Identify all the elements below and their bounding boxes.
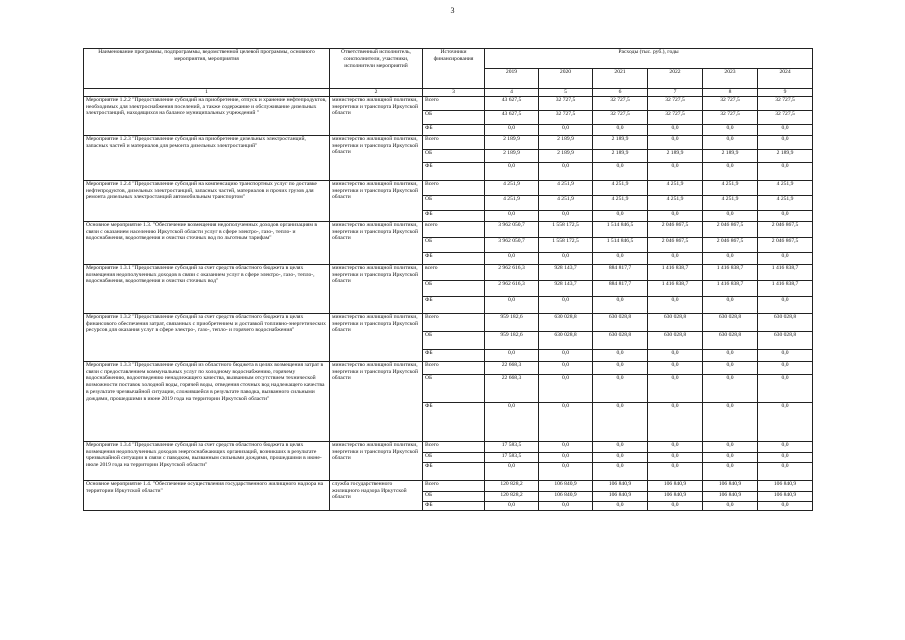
expense-value: 630 028,8 — [648, 313, 703, 331]
expense-value: 0,0 — [593, 462, 648, 480]
funding-source: ФБ — [423, 501, 485, 510]
expense-value: 630 028,8 — [539, 313, 593, 331]
column-number: 1 — [84, 89, 330, 97]
expense-value: 0,0 — [485, 252, 539, 264]
table-row — [84, 264, 813, 280]
activity-name: Мероприятие 1.2.2 "Предоставление субсидий на приобретение, отпуск и хранение нефтепродуктов, необходимых для электроснабжения поселений, а также содержание и обслуживание дизельных электростанций, находящихся на балансе муниципальных учреждений " — [84, 96, 330, 135]
table-row — [84, 480, 813, 491]
expense-value: 0,0 — [758, 441, 813, 452]
funding-source: ОБ — [423, 331, 485, 349]
expense-value: 0,0 — [485, 349, 539, 361]
expense-value: 4 251,9 — [648, 180, 703, 195]
expense-value: 3 962 050,7 — [485, 237, 539, 252]
expense-value: 4 251,9 — [758, 195, 813, 210]
funding-source: ФБ — [423, 402, 485, 441]
expense-value: 630 028,8 — [593, 313, 648, 331]
funding-source: ОБ — [423, 195, 485, 210]
expense-value: 0,0 — [539, 210, 593, 221]
expense-value: 4 251,9 — [593, 180, 648, 195]
expense-value: 0,0 — [593, 441, 648, 452]
funding-source: ФБ — [423, 252, 485, 264]
expense-value: 106 840,9 — [703, 480, 758, 491]
expense-value: 0,0 — [485, 162, 539, 180]
expense-value: 0,0 — [758, 349, 813, 361]
activity-name: Мероприятие 1.3.2 "Предоставление субсидий за счет средств областного бюджета в целях финансового обеспечения затрат, связанных с приобретением и доставкой топливно-энергетических ресурсов для оказания услуг в сфере электро-, газо-, тепло- и горячего водоснабжения" — [84, 313, 330, 361]
expense-value: 0,0 — [539, 374, 593, 402]
expense-value: 106 840,9 — [703, 491, 758, 501]
expense-value: 4 251,9 — [703, 180, 758, 195]
header-year: 2020 — [539, 69, 593, 89]
funding-source: ОБ — [423, 452, 485, 462]
column-number: 4 — [485, 89, 539, 97]
expense-value: 22 668,3 — [485, 374, 539, 402]
funding-source: ОБ — [423, 280, 485, 296]
expense-value: 0,0 — [758, 452, 813, 462]
expense-value: 0,0 — [758, 210, 813, 221]
expense-value: 1 514 846,5 — [593, 221, 648, 237]
expense-value: 0,0 — [703, 452, 758, 462]
responsible-executor: министерство жилищной политики, энергетики и транспорта Иркутской области — [330, 441, 423, 480]
expense-value: 2 189,9 — [648, 149, 703, 162]
activity-name: Основное мероприятие 1.4. "Обеспечение осуществления государственного жилищного надзора на территории Иркутской области" — [84, 480, 330, 510]
expense-value: 32 727,5 — [648, 110, 703, 124]
column-number: 7 — [648, 89, 703, 97]
expense-value: 0,0 — [539, 501, 593, 510]
expense-value: 0,0 — [703, 135, 758, 149]
expense-value: 959 182,6 — [485, 331, 539, 349]
activity-name: Мероприятие 1.3.3 "Предоставление субсидий из областного бюджета в целях возмещения затрат в связи с предоставлением коммунальных услуг по холодному водоснабжению, горячему водоснабжению, водоотведению ненадлежащего качества, вызванным отсутствием технической возможности поставок холодной воды, горячей воды, отведения сточных вод надлежащего качества в результате чрезвычайной ситуации, сложившейся в результате паводка, вызванного сильными дождями, прошедшими в июне 2019 года на территории Иркутской области" — [84, 361, 330, 441]
expense-value: 2 046 867,5 — [758, 237, 813, 252]
activity-name: Мероприятие 1.3.4 "Предоставление субсидий за счет средств областного бюджета в целях возмещения недополученных доходов энергоснабжающих организаций, возникших в результате чрезвычайной ситуации в связи с паводком, вызванным сильными дождями, прошедшими в июне-июле 2019 года на территории Иркутской области" — [84, 441, 330, 480]
expense-value: 32 727,5 — [648, 96, 703, 110]
expense-value: 32 727,5 — [703, 110, 758, 124]
column-number: 8 — [703, 89, 758, 97]
expense-value: 630 028,8 — [703, 331, 758, 349]
funding-source: Всего — [423, 180, 485, 195]
expense-value: 1 416 838,7 — [703, 280, 758, 296]
funding-source: ОБ — [423, 237, 485, 252]
expense-value: 2 189,9 — [593, 135, 648, 149]
expense-value: 928 143,7 — [539, 264, 593, 280]
expense-value: 0,0 — [593, 501, 648, 510]
funding-source: всего — [423, 221, 485, 237]
header-year: 2024 — [758, 69, 813, 89]
expense-value: 959 182,6 — [485, 313, 539, 331]
table-row — [84, 441, 813, 452]
responsible-executor: министерство жилищной политики, энергетики и транспорта Иркутской области — [330, 313, 423, 361]
funding-source: Всего — [423, 361, 485, 374]
expense-value: 0,0 — [703, 349, 758, 361]
expense-value: 2 189,9 — [593, 149, 648, 162]
funding-source: ФБ — [423, 296, 485, 313]
expense-value: 0,0 — [539, 124, 593, 135]
header-executor: Ответственный исполнитель, соисполнители, участники, исполнители мероприятий — [330, 49, 423, 89]
expense-value: 0,0 — [485, 210, 539, 221]
expense-value: 0,0 — [648, 135, 703, 149]
expense-value: 4 251,9 — [539, 180, 593, 195]
header-year: 2023 — [703, 69, 758, 89]
column-number: 3 — [423, 89, 485, 97]
expense-value: 2 046 867,5 — [703, 237, 758, 252]
expense-value: 1 416 838,7 — [758, 264, 813, 280]
expense-value: 0,0 — [485, 402, 539, 441]
expense-value: 1 416 838,7 — [758, 280, 813, 296]
expense-value: 1 558 172,5 — [539, 237, 593, 252]
expense-value: 0,0 — [648, 349, 703, 361]
expense-value: 0,0 — [648, 252, 703, 264]
header-source: Источники финансирования — [423, 49, 485, 89]
expense-value: 1 416 838,7 — [648, 264, 703, 280]
expense-value: 4 251,9 — [758, 180, 813, 195]
header-year: 2019 — [485, 69, 539, 89]
expense-value: 0,0 — [648, 374, 703, 402]
expense-value: 2 189,9 — [758, 149, 813, 162]
expense-value: 0,0 — [593, 349, 648, 361]
expense-value: 2 046 867,5 — [758, 221, 813, 237]
expense-value: 17 583,5 — [485, 452, 539, 462]
expense-value: 106 840,9 — [758, 480, 813, 491]
expense-value: 0,0 — [593, 252, 648, 264]
expense-value: 0,0 — [485, 462, 539, 480]
expense-value: 2 189,9 — [703, 149, 758, 162]
expense-value: 630 028,8 — [593, 331, 648, 349]
table-row — [84, 221, 813, 237]
expense-value: 0,0 — [703, 210, 758, 221]
activity-name: Основное мероприятие 1.3. "Обеспечение возмещения недополученных доходов организациям в связи с оказанием населению Иркутской области услуг в сфере электро-, газо-, тепло- и водоснабжения, водоотведения и очистки сточных вод по льготным тарифам" — [84, 221, 330, 264]
expense-value: 106 840,9 — [648, 480, 703, 491]
responsible-executor: министерство жилищной политики, энергетики и транспорта Иркутской области — [330, 135, 423, 180]
expense-value: 106 840,9 — [539, 480, 593, 491]
expense-value: 4 251,9 — [648, 195, 703, 210]
header-year: 2022 — [648, 69, 703, 89]
expense-value: 630 028,8 — [539, 331, 593, 349]
expense-value: 43 627,5 — [485, 96, 539, 110]
expense-value: 0,0 — [539, 402, 593, 441]
expense-value: 4 251,9 — [593, 195, 648, 210]
expense-value: 106 840,9 — [593, 480, 648, 491]
table-row — [84, 180, 813, 195]
expense-value: 0,0 — [539, 349, 593, 361]
expense-value: 2 962 616,3 — [485, 264, 539, 280]
expense-value: 120 828,2 — [485, 491, 539, 501]
expense-value: 928 143,7 — [539, 280, 593, 296]
expense-value: 0,0 — [758, 124, 813, 135]
expense-value: 0,0 — [703, 162, 758, 180]
expense-value: 0,0 — [703, 361, 758, 374]
activity-name: Мероприятие 1.2.3 "Предоставление субсидий на приобретение дизельных электростанций, запасных частей и материалов для ремонта дизельных электростанций" — [84, 135, 330, 180]
expense-value: 0,0 — [593, 124, 648, 135]
expense-value: 0,0 — [703, 501, 758, 510]
expense-value: 0,0 — [703, 441, 758, 452]
expense-value: 0,0 — [593, 452, 648, 462]
page-number: 3 — [450, 6, 455, 15]
funding-source: Всего — [423, 313, 485, 331]
expense-value: 4 251,9 — [485, 195, 539, 210]
expense-value: 1 416 838,7 — [648, 280, 703, 296]
expense-value: 0,0 — [758, 462, 813, 480]
expense-value: 43 627,5 — [485, 110, 539, 124]
expense-value: 0,0 — [485, 296, 539, 313]
expense-value: 22 668,3 — [485, 361, 539, 374]
expense-value: 32 727,5 — [758, 110, 813, 124]
expense-value: 0,0 — [648, 124, 703, 135]
expense-value: 120 828,2 — [485, 480, 539, 491]
funding-source: Всего — [423, 135, 485, 149]
expense-value: 0,0 — [539, 252, 593, 264]
expense-value: 0,0 — [648, 361, 703, 374]
expense-value: 0,0 — [539, 162, 593, 180]
column-number: 6 — [593, 89, 648, 97]
header-name: Наименование программы, подпрограммы, ведомственной целевой программы, основного мероприятия, мероприятия — [84, 49, 330, 89]
expense-value: 0,0 — [485, 501, 539, 510]
expense-value: 0,0 — [758, 374, 813, 402]
expense-value: 106 840,9 — [758, 491, 813, 501]
expense-value: 32 727,5 — [758, 96, 813, 110]
expense-value: 0,0 — [703, 252, 758, 264]
column-number: 2 — [330, 89, 423, 97]
expense-value: 2 189,9 — [539, 149, 593, 162]
expense-value: 884 817,7 — [593, 280, 648, 296]
expense-value: 17 583,5 — [485, 441, 539, 452]
expense-value: 0,0 — [703, 462, 758, 480]
expense-value: 2 189,9 — [539, 135, 593, 149]
expense-value: 630 028,8 — [758, 313, 813, 331]
expense-value: 32 727,5 — [593, 110, 648, 124]
header-year: 2021 — [593, 69, 648, 89]
expense-value: 884 817,7 — [593, 264, 648, 280]
expense-value: 630 028,8 — [648, 331, 703, 349]
funding-source: всего — [423, 264, 485, 280]
responsible-executor: министерство жилищной политики, энергетики и транспорта Иркутской области — [330, 96, 423, 135]
activity-name: Мероприятие 1.2.4 "Предоставление субсидий на компенсацию транспортных услуг по доставке нефтепродуктов, дизельных электростанций, запасных частей, материалов и прочих грузов для ремонта дизельных электростанций автомобильным транспортом" — [84, 180, 330, 221]
expense-value: 106 840,9 — [593, 491, 648, 501]
expense-value: 0,0 — [539, 441, 593, 452]
funding-source: ОБ — [423, 110, 485, 124]
expense-value: 0,0 — [539, 361, 593, 374]
expense-value: 0,0 — [648, 462, 703, 480]
activity-name: Мероприятие 1.3.1 "Предоставление субсидий за счет средств областного бюджета в целях возмещения недополученных доходов в связи с оказанием услуг в сфере электро-, газо-, тепло-, водоснабжения, водоотведения и очистки сточных вод" — [84, 264, 330, 313]
funding-source: ОБ — [423, 374, 485, 402]
expense-value: 0,0 — [648, 296, 703, 313]
expense-value: 2 046 867,5 — [703, 221, 758, 237]
expense-value: 0,0 — [703, 296, 758, 313]
expense-value: 0,0 — [648, 501, 703, 510]
expense-value: 2 046 867,5 — [648, 237, 703, 252]
funding-source: ФБ — [423, 210, 485, 221]
expense-value: 106 840,9 — [648, 491, 703, 501]
expense-value: 0,0 — [539, 296, 593, 313]
expense-value: 0,0 — [593, 402, 648, 441]
expense-value: 0,0 — [648, 402, 703, 441]
expense-value: 2 189,9 — [485, 149, 539, 162]
budget-table — [83, 48, 813, 511]
expense-value: 32 727,5 — [539, 110, 593, 124]
expense-value: 3 962 050,7 — [485, 221, 539, 237]
table-row — [84, 361, 813, 374]
expense-value: 0,0 — [703, 402, 758, 441]
table-row — [84, 313, 813, 331]
expense-value: 0,0 — [758, 162, 813, 180]
column-number: 5 — [539, 89, 593, 97]
table-row — [84, 135, 813, 149]
expense-value: 0,0 — [703, 374, 758, 402]
table-row — [84, 96, 813, 110]
expense-value: 0,0 — [593, 361, 648, 374]
expense-value: 630 028,8 — [703, 313, 758, 331]
funding-source: ФБ — [423, 124, 485, 135]
funding-source: Всего — [423, 480, 485, 491]
expense-value: 0,0 — [539, 452, 593, 462]
funding-source: ОБ — [423, 149, 485, 162]
expense-value: 0,0 — [648, 441, 703, 452]
responsible-executor: министерство жилищной политики, энергетики и транспорта Иркутской области — [330, 361, 423, 441]
column-number-row — [84, 89, 813, 97]
expense-value: 0,0 — [593, 374, 648, 402]
expense-value: 0,0 — [539, 462, 593, 480]
expense-value: 0,0 — [758, 135, 813, 149]
expense-value: 0,0 — [593, 210, 648, 221]
column-number: 9 — [758, 89, 813, 97]
expense-value: 0,0 — [485, 124, 539, 135]
responsible-executor: министерство жилищной политики, энергетики и транспорта Иркутской области — [330, 264, 423, 313]
expense-value: 32 727,5 — [539, 96, 593, 110]
expense-value: 0,0 — [593, 296, 648, 313]
header-expenses: Расходы (тыс. руб.), годы — [485, 49, 813, 69]
expense-value: 0,0 — [758, 296, 813, 313]
funding-source: ФБ — [423, 349, 485, 361]
funding-source: ФБ — [423, 162, 485, 180]
expense-value: 32 727,5 — [593, 96, 648, 110]
expense-value: 106 840,9 — [539, 491, 593, 501]
expense-value: 0,0 — [758, 252, 813, 264]
expense-value: 2 962 616,3 — [485, 280, 539, 296]
expense-value: 0,0 — [758, 361, 813, 374]
funding-source: ФБ — [423, 462, 485, 480]
expense-value: 0,0 — [648, 452, 703, 462]
expense-value: 0,0 — [758, 402, 813, 441]
expense-value: 0,0 — [593, 162, 648, 180]
expense-value: 4 251,9 — [703, 195, 758, 210]
expense-value: 32 727,5 — [703, 96, 758, 110]
expense-value: 1 416 838,7 — [703, 264, 758, 280]
expense-value: 2 046 867,5 — [648, 221, 703, 237]
responsible-executor: служба государственного жилищного надзора Иркутской области — [330, 480, 423, 510]
expense-value: 2 189,9 — [485, 135, 539, 149]
expense-value: 4 251,9 — [485, 180, 539, 195]
expense-value: 0,0 — [648, 162, 703, 180]
responsible-executor: министерство жилищной политики, энергетики и транспорта Иркутской области — [330, 221, 423, 264]
expense-value: 1 514 846,5 — [593, 237, 648, 252]
expense-value: 0,0 — [703, 124, 758, 135]
funding-source: Всего — [423, 441, 485, 452]
expense-value: 0,0 — [758, 501, 813, 510]
responsible-executor: министерство жилищной политики, энергетики и транспорта Иркутской области — [330, 180, 423, 221]
expense-value: 4 251,9 — [539, 195, 593, 210]
funding-source: Всего — [423, 96, 485, 110]
funding-source: ОБ — [423, 491, 485, 501]
expense-value: 0,0 — [648, 210, 703, 221]
expense-value: 630 028,8 — [758, 331, 813, 349]
expense-value: 1 558 172,5 — [539, 221, 593, 237]
